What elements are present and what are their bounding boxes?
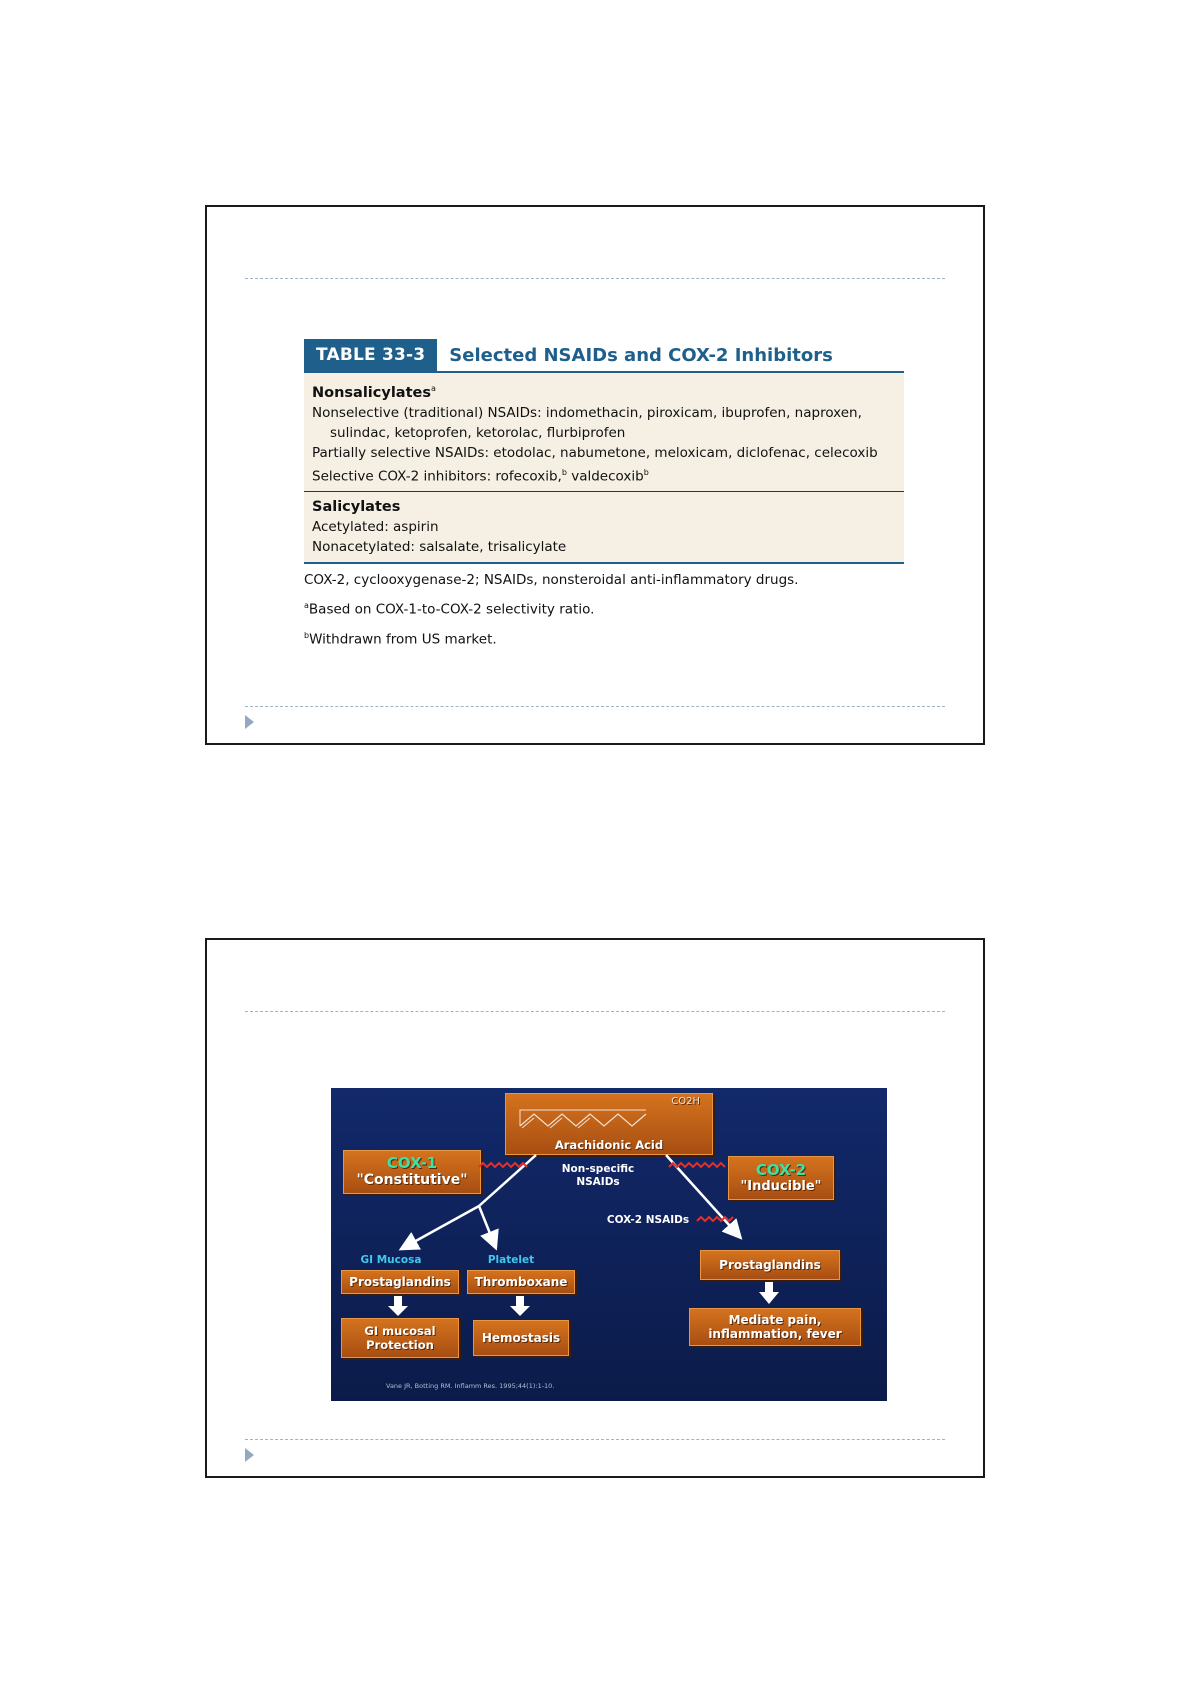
inhibit-cox2-selective-mark <box>697 1217 733 1221</box>
nsaid-table <box>304 339 904 648</box>
table-line: Nonselective (traditional) NSAIDs: indomethacin, piroxicam, ibuprofen, naproxen, sulindac, ketoprofen, ketorolac, flurbiprofen <box>312 404 862 441</box>
prostaglandins-right-label: Prostaglandins <box>719 1258 821 1272</box>
table-body <box>304 373 904 564</box>
pathway-arrows <box>331 1088 887 1401</box>
down-arrow-icon <box>388 1296 408 1316</box>
table-line: Partially selective NSAIDs: etodolac, nabumetone, meloxicam, diclofenac, celecoxib <box>312 444 878 461</box>
inhibit-cox1-mark <box>479 1163 527 1167</box>
hemostasis-label: Hemostasis <box>481 1331 561 1345</box>
arachidonic-label: Arachidonic Acid <box>554 1138 664 1152</box>
table-line: Selective COX-2 inhibitors: rofecoxib,$^b$ valdecoxib$^b$ <box>312 467 649 485</box>
table-line: Nonacetylated: salsalate, trisalicylate <box>312 539 567 556</box>
table-number: TABLE 33-3 <box>304 339 437 371</box>
footnote: COX-2, cyclooxygenase-2; NSAIDs, nonsteroidal anti-inflammatory drugs. <box>304 572 799 589</box>
section-heading: Salicylates <box>312 499 401 516</box>
down-arrow-icon <box>510 1296 530 1316</box>
arrow-to-gi-mucosa <box>403 1206 479 1248</box>
slide-top-rule <box>245 278 945 279</box>
down-arrow-icon <box>759 1282 779 1304</box>
cox1-desc: "Constitutive" <box>356 1172 468 1188</box>
footnote: $^a$Based on COX-1-to-COX-2 selectivity ratio. <box>304 601 595 618</box>
slide-arrow-icon <box>245 1448 254 1462</box>
cox-pathway-diagram <box>331 1088 887 1401</box>
table-title: Selected NSAIDs and COX-2 Inhibitors <box>449 344 833 366</box>
prostaglandins-left-label: Prostaglandins <box>349 1275 451 1289</box>
formula-label: CO2H <box>671 1096 700 1107</box>
platelet-label: Platelet <box>487 1254 535 1266</box>
slide-table <box>205 205 985 745</box>
thromboxane-label: Thromboxane <box>474 1275 568 1289</box>
section-salicylates <box>304 491 904 562</box>
slide-bottom-rule <box>245 706 945 707</box>
cox2-name: COX-2 <box>755 1160 807 1179</box>
mediate-label: Mediate pain, inflammation, fever <box>708 1313 842 1341</box>
gi-protection-label: GI mucosal Protection <box>364 1324 436 1352</box>
nonspecific-nsaids-label: Non-specific NSAIDs <box>561 1163 635 1188</box>
cox1-name: COX-1 <box>386 1154 438 1172</box>
section-heading: Nonsalicylates$^a$ <box>312 384 436 401</box>
table-line: Acetylated: aspirin <box>312 519 439 536</box>
gi-mucosa-label: GI Mucosa <box>360 1254 422 1266</box>
section-nonsalicylates <box>304 373 904 491</box>
slide-arrow-icon <box>245 715 254 729</box>
footnote: $^b$Withdrawn from US market. <box>304 630 497 648</box>
inhibit-cox2-mark <box>669 1163 725 1167</box>
cox2-nsaids-label: COX-2 NSAIDs <box>606 1214 690 1226</box>
slide-diagram <box>205 938 985 1478</box>
cox2-desc: "Inducible" <box>740 1178 822 1194</box>
arrow-to-platelet <box>479 1206 495 1246</box>
slide-bottom-rule <box>245 1439 945 1440</box>
table-header <box>304 339 904 373</box>
citation: Vane JR, Botting RM. Inflamm Res. 1995;44(1):1-10. <box>386 1382 555 1390</box>
slide-top-rule <box>245 1011 945 1012</box>
